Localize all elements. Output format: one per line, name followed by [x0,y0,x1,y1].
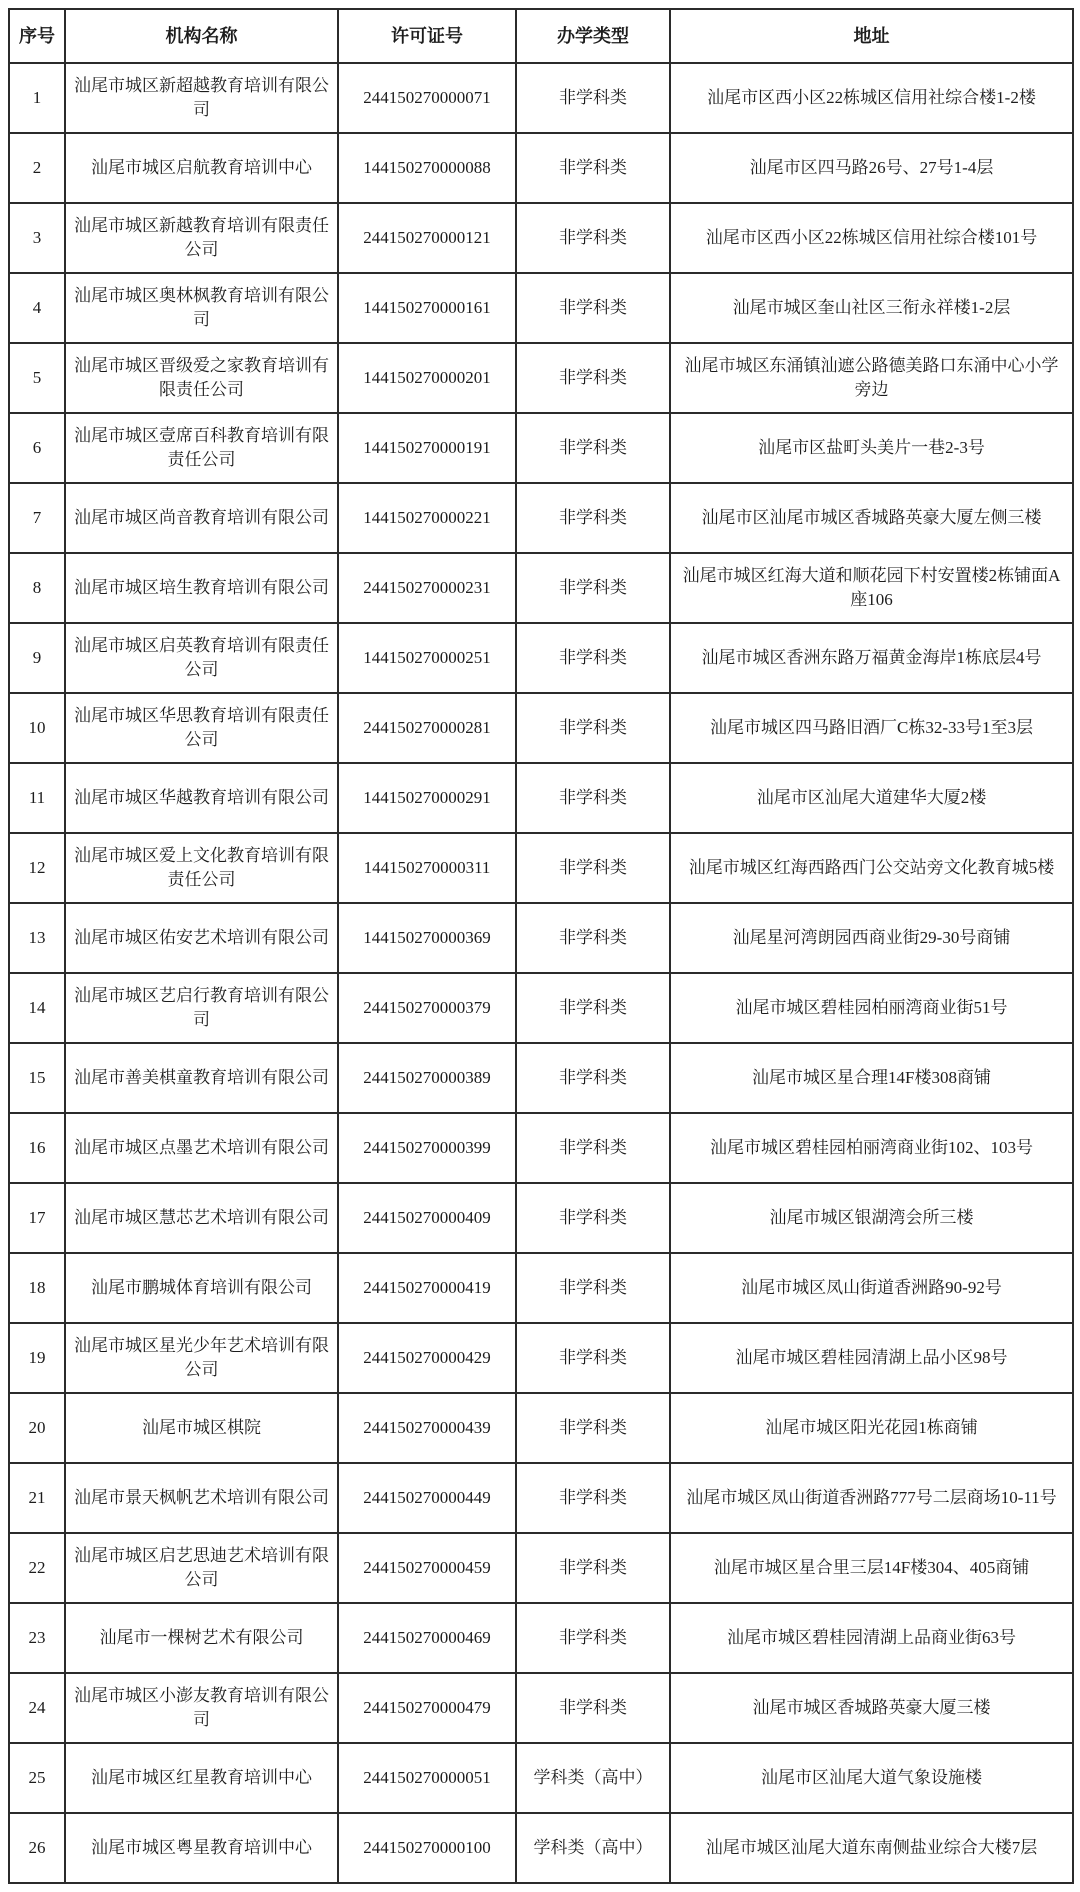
address-cell: 汕尾市城区银湖湾会所三楼 [670,1183,1073,1253]
type-cell: 非学科类 [516,1183,670,1253]
table-row [9,1463,1073,1533]
type-cell: 非学科类 [516,343,670,413]
address-cell: 汕尾市城区奎山社区三衔永祥楼1-2层 [670,273,1073,343]
address-cell: 汕尾市城区星合理14F楼308商铺 [670,1043,1073,1113]
seq-cell: 13 [9,903,65,973]
type-cell: 非学科类 [516,203,670,273]
address-cell: 汕尾市区汕尾大道气象设施楼 [670,1743,1073,1813]
seq-cell: 21 [9,1463,65,1533]
type-cell: 非学科类 [516,1463,670,1533]
table-row [9,1323,1073,1393]
license-cell: 244150270000439 [338,1393,516,1463]
seq-cell: 5 [9,343,65,413]
name-cell: 汕尾市一棵树艺术有限公司 [65,1603,338,1673]
table-row [9,1813,1073,1883]
address-cell: 汕尾市区汕尾大道建华大厦2楼 [670,763,1073,833]
table-row [9,1743,1073,1813]
table-row [9,1183,1073,1253]
table-row [9,1253,1073,1323]
seq-cell: 10 [9,693,65,763]
seq-cell: 17 [9,1183,65,1253]
table-row [9,623,1073,693]
address-cell: 汕尾市区西小区22栋城区信用社综合楼101号 [670,203,1073,273]
table-row [9,1393,1073,1463]
seq-cell: 18 [9,1253,65,1323]
table-header [9,9,1073,63]
license-cell: 244150270000100 [338,1813,516,1883]
table-row [9,1043,1073,1113]
seq-cell: 19 [9,1323,65,1393]
license-cell: 144150270000311 [338,833,516,903]
name-cell: 汕尾市城区棋院 [65,1393,338,1463]
name-cell: 汕尾市城区华思教育培训有限责任公司 [65,693,338,763]
license-cell: 144150270000291 [338,763,516,833]
table-row [9,1533,1073,1603]
table-row [9,203,1073,273]
address-cell: 汕尾市城区碧桂园柏丽湾商业街51号 [670,973,1073,1043]
name-cell: 汕尾市鹏城体育培训有限公司 [65,1253,338,1323]
name-cell: 汕尾市城区壹席百科教育培训有限责任公司 [65,413,338,483]
name-cell: 汕尾市城区尚音教育培训有限公司 [65,483,338,553]
license-cell: 244150270000379 [338,973,516,1043]
seq-cell: 9 [9,623,65,693]
seq-cell: 7 [9,483,65,553]
header-name: 机构名称 [65,9,338,63]
table-row [9,1603,1073,1673]
type-cell: 非学科类 [516,903,670,973]
name-cell: 汕尾市城区新越教育培训有限责任公司 [65,203,338,273]
name-cell: 汕尾市城区华越教育培训有限公司 [65,763,338,833]
license-cell: 144150270000088 [338,133,516,203]
table-row [9,483,1073,553]
type-cell: 非学科类 [516,1533,670,1603]
name-cell: 汕尾市城区红星教育培训中心 [65,1743,338,1813]
name-cell: 汕尾市城区慧芯艺术培训有限公司 [65,1183,338,1253]
type-cell: 非学科类 [516,1393,670,1463]
license-cell: 244150270000469 [338,1603,516,1673]
table-row [9,693,1073,763]
license-cell: 244150270000409 [338,1183,516,1253]
license-cell: 244150270000121 [338,203,516,273]
type-cell: 学科类（高中） [516,1743,670,1813]
license-cell: 144150270000251 [338,623,516,693]
table-row [9,273,1073,343]
seq-cell: 20 [9,1393,65,1463]
seq-cell: 2 [9,133,65,203]
license-cell: 144150270000161 [338,273,516,343]
name-cell: 汕尾市城区小澎友教育培训有限公司 [65,1673,338,1743]
table-row [9,133,1073,203]
name-cell: 汕尾市景天枫帆艺术培训有限公司 [65,1463,338,1533]
seq-cell: 25 [9,1743,65,1813]
header-seq: 序号 [9,9,65,63]
type-cell: 非学科类 [516,553,670,623]
license-cell: 144150270000191 [338,413,516,483]
address-cell: 汕尾星河湾朗园西商业街29-30号商铺 [670,903,1073,973]
license-cell: 244150270000479 [338,1673,516,1743]
license-cell: 144150270000201 [338,343,516,413]
name-cell: 汕尾市城区爱上文化教育培训有限责任公司 [65,833,338,903]
type-cell: 非学科类 [516,133,670,203]
license-cell: 244150270000231 [338,553,516,623]
address-cell: 汕尾市区西小区22栋城区信用社综合楼1-2楼 [670,63,1073,133]
table-row [9,763,1073,833]
type-cell: 非学科类 [516,763,670,833]
seq-cell: 22 [9,1533,65,1603]
address-cell: 汕尾市城区东涌镇汕遮公路德美路口东涌中心小学旁边 [670,343,1073,413]
address-cell: 汕尾市城区四马路旧酒厂C栋32-33号1至3层 [670,693,1073,763]
name-cell: 汕尾市城区晋级爱之家教育培训有限责任公司 [65,343,338,413]
license-cell: 144150270000221 [338,483,516,553]
type-cell: 学科类（高中） [516,1813,670,1883]
seq-cell: 26 [9,1813,65,1883]
license-cell: 244150270000281 [338,693,516,763]
table-row [9,903,1073,973]
header-row [9,9,1073,63]
table-body [9,63,1073,1883]
seq-cell: 1 [9,63,65,133]
name-cell: 汕尾市城区奥林枫教育培训有限公司 [65,273,338,343]
type-cell: 非学科类 [516,1603,670,1673]
name-cell: 汕尾市城区艺启行教育培训有限公司 [65,973,338,1043]
address-cell: 汕尾市城区香洲东路万福黄金海岸1栋底层4号 [670,623,1073,693]
address-cell: 汕尾市区四马路26号、27号1-4层 [670,133,1073,203]
name-cell: 汕尾市善美棋童教育培训有限公司 [65,1043,338,1113]
license-cell: 244150270000459 [338,1533,516,1603]
seq-cell: 24 [9,1673,65,1743]
seq-cell: 12 [9,833,65,903]
seq-cell: 6 [9,413,65,483]
address-cell: 汕尾市城区星合里三层14F楼304、405商铺 [670,1533,1073,1603]
institutions-table [8,8,1074,1884]
seq-cell: 15 [9,1043,65,1113]
address-cell: 汕尾市城区凤山街道香洲路90-92号 [670,1253,1073,1323]
header-address: 地址 [670,9,1073,63]
address-cell: 汕尾市城区汕尾大道东南侧盐业综合大楼7层 [670,1813,1073,1883]
type-cell: 非学科类 [516,973,670,1043]
name-cell: 汕尾市城区星光少年艺术培训有限公司 [65,1323,338,1393]
seq-cell: 23 [9,1603,65,1673]
name-cell: 汕尾市城区佑安艺术培训有限公司 [65,903,338,973]
type-cell: 非学科类 [516,623,670,693]
type-cell: 非学科类 [516,1043,670,1113]
type-cell: 非学科类 [516,483,670,553]
header-license: 许可证号 [338,9,516,63]
type-cell: 非学科类 [516,693,670,763]
type-cell: 非学科类 [516,413,670,483]
license-cell: 244150270000389 [338,1043,516,1113]
header-type: 办学类型 [516,9,670,63]
type-cell: 非学科类 [516,1673,670,1743]
type-cell: 非学科类 [516,1113,670,1183]
type-cell: 非学科类 [516,833,670,903]
table-row [9,63,1073,133]
license-cell: 244150270000429 [338,1323,516,1393]
name-cell: 汕尾市城区粤星教育培训中心 [65,1813,338,1883]
license-cell: 244150270000419 [338,1253,516,1323]
name-cell: 汕尾市城区培生教育培训有限公司 [65,553,338,623]
address-cell: 汕尾市区盐町头美片一巷2-3号 [670,413,1073,483]
name-cell: 汕尾市城区点墨艺术培训有限公司 [65,1113,338,1183]
license-cell: 244150270000071 [338,63,516,133]
seq-cell: 16 [9,1113,65,1183]
address-cell: 汕尾市城区凤山街道香洲路777号二层商场10-11号 [670,1463,1073,1533]
type-cell: 非学科类 [516,1323,670,1393]
seq-cell: 3 [9,203,65,273]
name-cell: 汕尾市城区启艺思迪艺术培训有限公司 [65,1533,338,1603]
address-cell: 汕尾市区汕尾市城区香城路英豪大厦左侧三楼 [670,483,1073,553]
table-row [9,833,1073,903]
table-row [9,553,1073,623]
address-cell: 汕尾市城区阳光花园1栋商铺 [670,1393,1073,1463]
type-cell: 非学科类 [516,63,670,133]
name-cell: 汕尾市城区启英教育培训有限责任公司 [65,623,338,693]
license-cell: 144150270000369 [338,903,516,973]
seq-cell: 14 [9,973,65,1043]
table-row [9,1673,1073,1743]
license-cell: 244150270000051 [338,1743,516,1813]
seq-cell: 8 [9,553,65,623]
license-cell: 244150270000449 [338,1463,516,1533]
seq-cell: 11 [9,763,65,833]
license-cell: 244150270000399 [338,1113,516,1183]
table-row [9,1113,1073,1183]
address-cell: 汕尾市城区碧桂园清湖上品小区98号 [670,1323,1073,1393]
type-cell: 非学科类 [516,273,670,343]
address-cell: 汕尾市城区红海大道和顺花园下村安置楼2栋铺面A座106 [670,553,1073,623]
table-row [9,973,1073,1043]
seq-cell: 4 [9,273,65,343]
address-cell: 汕尾市城区香城路英豪大厦三楼 [670,1673,1073,1743]
table-row [9,413,1073,483]
name-cell: 汕尾市城区启航教育培训中心 [65,133,338,203]
address-cell: 汕尾市城区红海西路西门公交站旁文化教育城5楼 [670,833,1073,903]
table-row [9,343,1073,413]
type-cell: 非学科类 [516,1253,670,1323]
address-cell: 汕尾市城区碧桂园清湖上品商业街63号 [670,1603,1073,1673]
name-cell: 汕尾市城区新超越教育培训有限公司 [65,63,338,133]
address-cell: 汕尾市城区碧桂园柏丽湾商业街102、103号 [670,1113,1073,1183]
